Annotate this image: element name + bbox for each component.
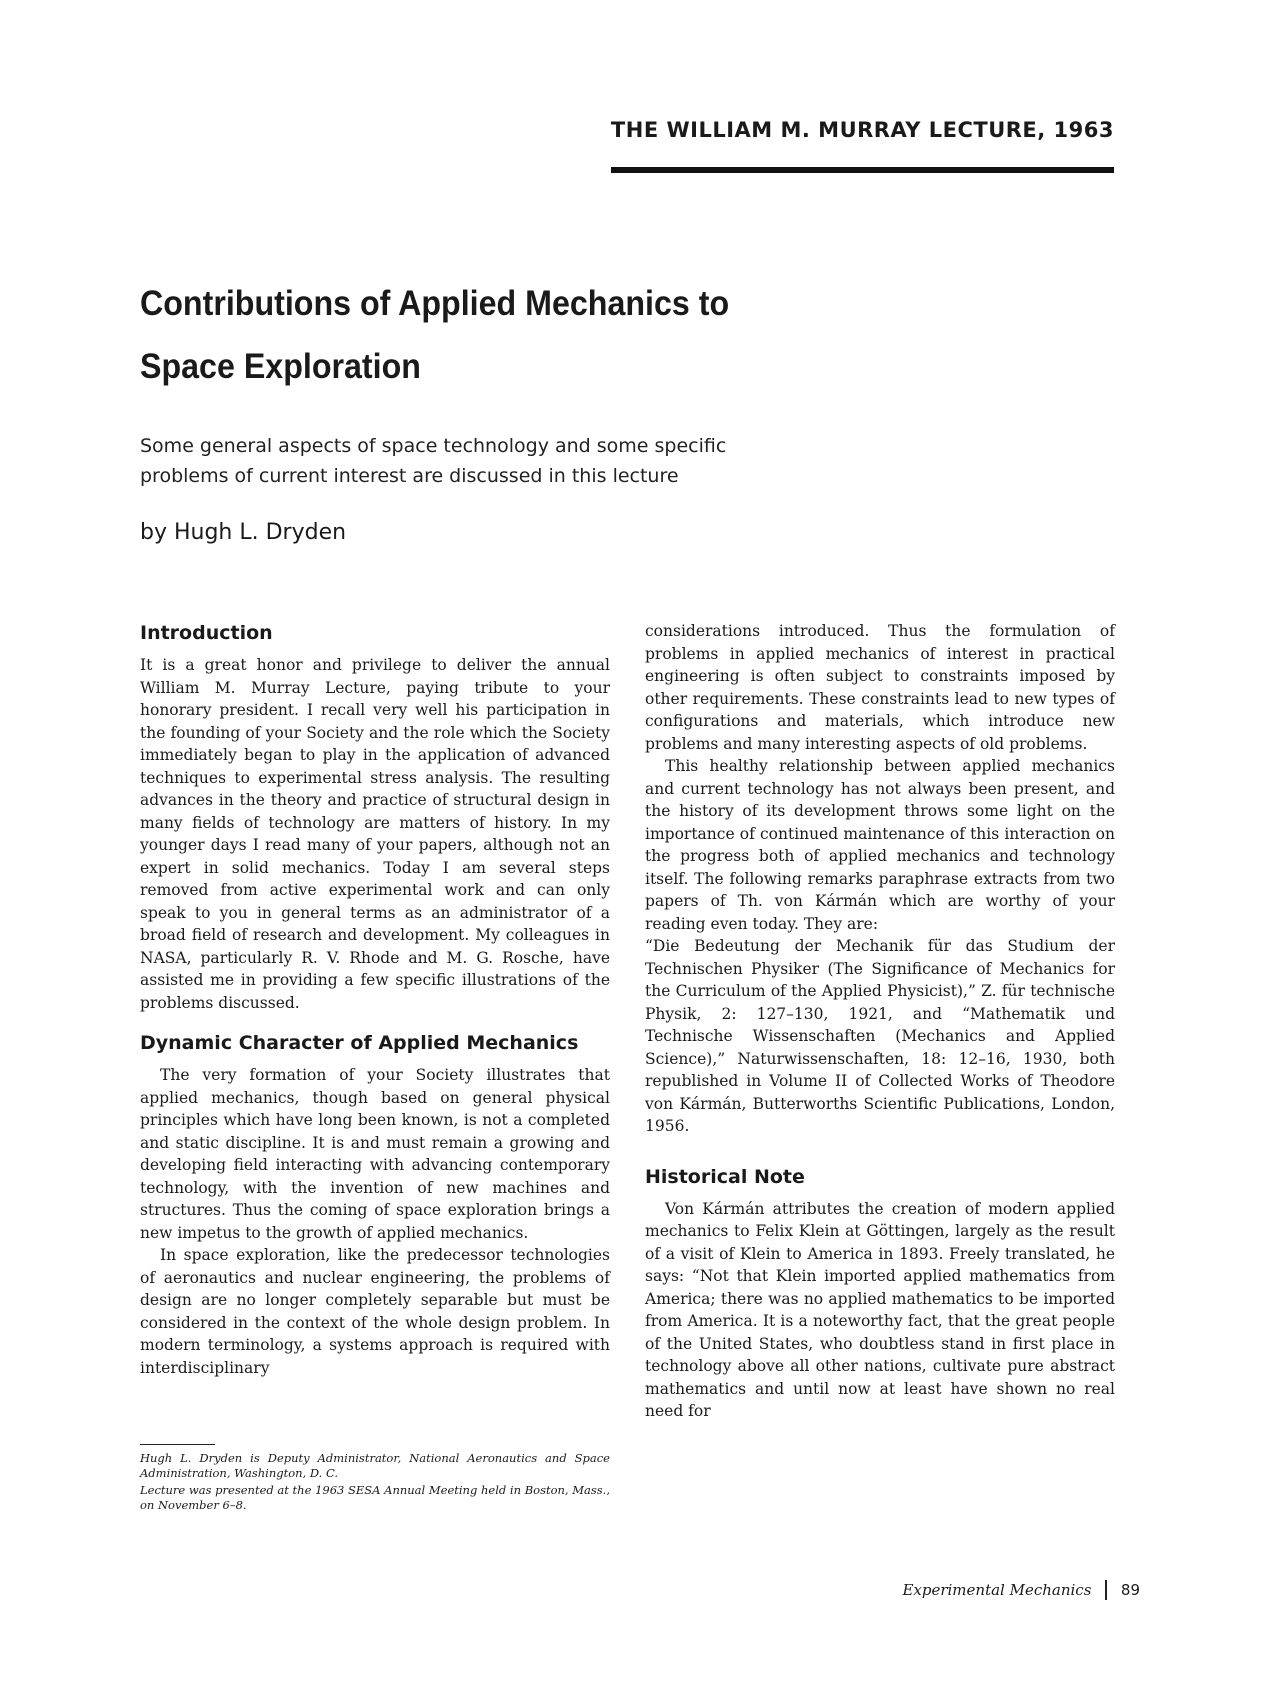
author-byline: by Hugh L. Dryden: [140, 520, 347, 545]
page-number: 89: [1120, 1581, 1140, 1599]
footnote-rule: [140, 1444, 215, 1445]
dynamic-paragraph-1: The very formation of your Society illustrates that applied mechanics, though based on general physical principles which have long been known, is not a completed and static discipline. It is and must remain a growing and developing field interacting with advancing contemporary technology, with the invention of new machines and structures. Thus the coming of space exploration brings a new impetus to the growth of applied mechanics.: [140, 1066, 610, 1242]
continued-paragraph: considerations introduced. Thus the formulation of problems in applied mechanics of interest in practical engineering is often subject to constraints imposed by other requirements. These constraints lead to new types of configurations and materials, which introduce new problems and many interesting aspects of old problems.: [645, 622, 1115, 753]
title-line-2: Space Exploration: [140, 347, 421, 386]
footnotes: [140, 1444, 610, 1515]
historical-note-paragraph: Von Kármán attributes the creation of modern applied mechanics to Felix Klein at Göttingen, largely as the result of a visit of Klein to America in 1893. Freely translated, he says: “Not that Klein imported applied mathematics from America; there was no applied mathematics to be imported from America. It is a noteworthy fact, that the great people of the United States, who doubtless stand in first place in technology above all other nations, cultivate pure abstract mathematics and until now at least have shown no real need for: [645, 1199, 1115, 1420]
subtitle-line-1: Some general aspects of space technology and some specific: [140, 435, 727, 457]
article-title: [140, 272, 784, 398]
lecture-series-header: THE WILLIAM M. MURRAY LECTURE, 1963: [610, 118, 1114, 142]
page-footer: [902, 1580, 1140, 1600]
historical-note-heading: Historical Note: [645, 1165, 805, 1188]
right-column: [645, 620, 1115, 1423]
relationship-paragraph: This healthy relationship between applied mechanics and current technology has not always been present, and the history of its development throws some light on the importance of continued maintenance of this interaction on the progress both of applied mechanics and technology itself. The following remarks paraphrase extracts from two papers of Th. von Kármán which are worthy of your reading even today. They are:: [645, 757, 1115, 933]
introduction-heading: Introduction: [140, 622, 273, 644]
dynamic-character-heading: Dynamic Character of Applied Mechanics: [140, 1032, 579, 1054]
introduction-paragraph: It is a great honor and privilege to deliver the annual William M. Murray Lecture, paying tribute to your honorary president. I recall very well his participation in the founding of your Society and the role which the Society immediately began to play in the application of advanced techniques to experimental stress analysis. The resulting advances in the theory and practice of structural design in many fields of technology are matters of history. In my younger days I read many of your papers, although not an expert in solid mechanics. Today I am several steps removed from active experimental work and can only speak to you in general terms as an administrator of a broad field of research and development. My colleagues in NASA, particularly R. V. Rhode and M. G. Rosche, have assisted me in providing a few specific illustrations of the problems discussed.: [140, 656, 610, 1012]
header-rule: [611, 167, 1114, 173]
subtitle-line-2: problems of current interest are discussed in this lecture: [140, 465, 679, 487]
cited-papers-quote: “Die Bedeutung der Mechanik für das Studium der Technischen Physiker (The Significance of Mechanics for the Curriculum of the Applied Physicist),” Z. für technische Physik, 2: 127–130, 1921, and “Mathematik und Technische Wissenschaften (Mechanics and Applied Science),” Naturwissenschaften, 18: 12–16, 1930, both republished in Volume II of Collected Works of Theodore von Kármán, Butterworths Scientific Publications, London, 1956.: [645, 937, 1115, 1135]
article-subtitle: [140, 431, 820, 491]
journal-name: Experimental Mechanics: [902, 1581, 1092, 1599]
dynamic-paragraph-2: In space exploration, like the predecessor technologies of aeronautics and nuclear engineering, the problems of design are no longer completely separable but must be considered in the context of the whole design problem. In modern terminology, a systems approach is required with interdisciplinary: [140, 1246, 610, 1377]
author-footnote: Hugh L. Dryden is Deputy Administrator, National Aeronautics and Space Administration, Washington, D. C.: [140, 1451, 610, 1480]
footer-separator: [1105, 1580, 1107, 1600]
presentation-footnote: Lecture was presented at the 1963 SESA Annual Meeting held in Boston, Mass., on November 6–8.: [140, 1483, 610, 1512]
title-line-1: Contributions of Applied Mechanics to: [140, 284, 730, 323]
left-column: [140, 620, 610, 1379]
